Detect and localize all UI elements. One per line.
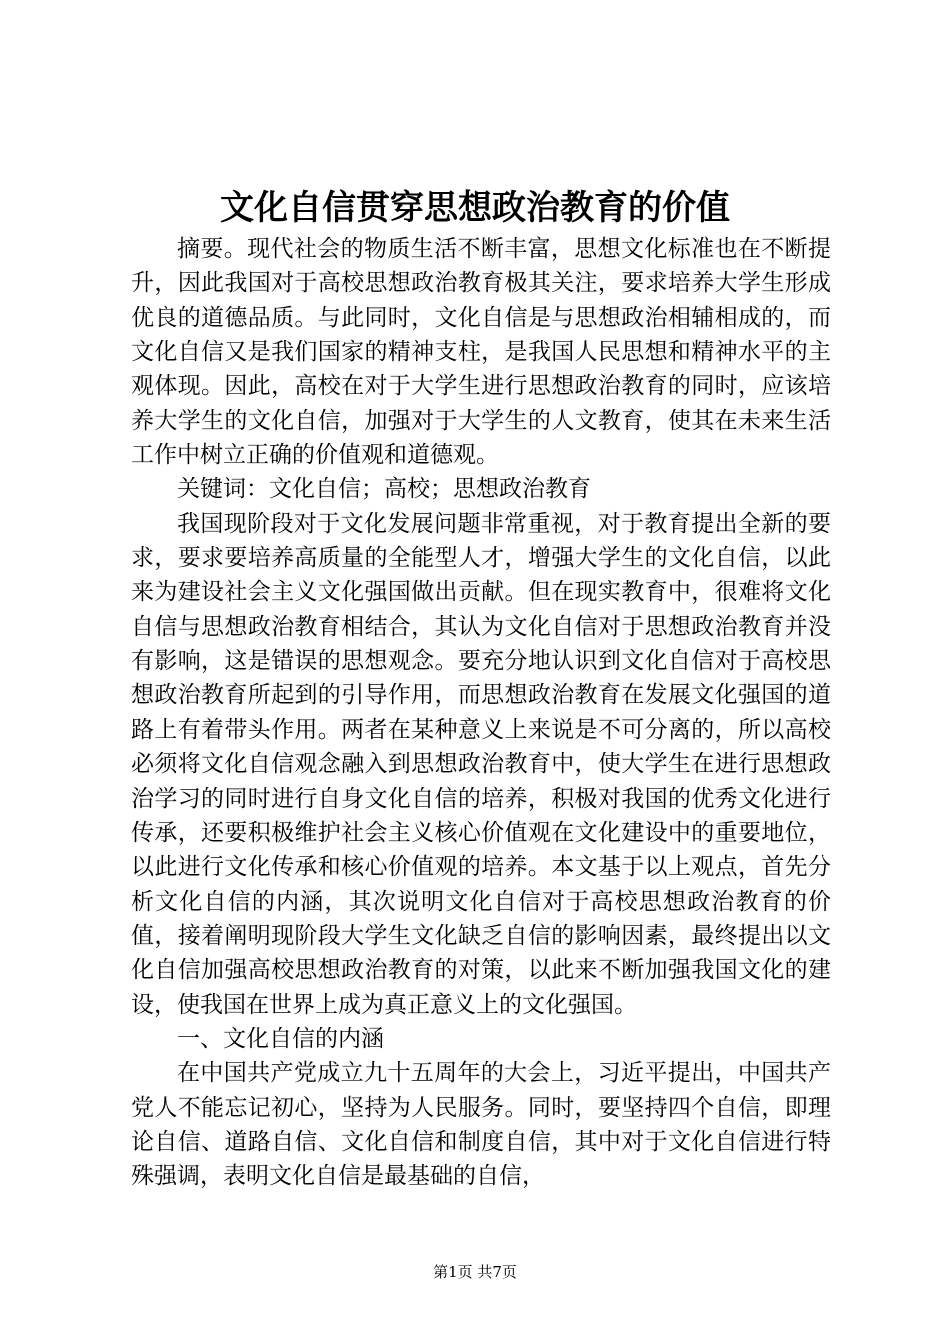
section-paragraph: 在中国共产党成立九十五周年的大会上，习近平提出，中国共产党人不能忘记初心，坚持为人民服务。同时，要坚持四个自信，即理论自信、道路自信、文化自信和制度自信，其中对于文化自信进行特殊强调，表明文化自信是最基础的自信， — [131, 1060, 831, 1190]
keywords-paragraph: 关键词：文化自信；高校；思想政治教育 — [177, 476, 591, 503]
document-body — [131, 232, 831, 1194]
section-heading: 一、文化自信的内涵 — [177, 1025, 384, 1052]
page-number-footer: 第1页 共7页 — [433, 1263, 517, 1281]
introduction-paragraph: 我国现阶段对于文化发展问题非常重视，对于教育提出全新的要求，要求要培养高质量的全能型人才，增强大学生的文化自信，以此来为建设社会主义文化强国做出贡献。但在现实教育中，很难将文化自信与思想政治教育相结合，其认为文化自信对于思想政治教育并没有影响，这是错误的思想观念。要充分地认识到文化自信对于高校思想政治教育所起到的引导作用，而思想政治教育在发展文化强国的道路上有着带头作用。两者在某种意义上来说是不可分离的，所以高校必须将文化自信观念融入到思想政治教育中，使大学生在进行思想政治学习的同时进行自身文化自信的培养，积极对我国的优秀文化进行传承，还要积极维护社会主义核心价值观在文化建设中的重要地位，以此进行文化传承和核心价值观的培养。本文基于以上观点，首先分析文化自信的内涵，其次说明文化自信对于高校思想政治教育的价值，接着阐明现阶段大学生文化缺乏自信的影响因素，最终提出以文化自信加强高校思想政治教育的对策，以此来不断加强我国文化的建设，使我国在世界上成为真正意义上的文化强国。 — [131, 510, 831, 1018]
document-title: 文化自信贯穿思想政治教育的价值 — [220, 188, 730, 228]
abstract-paragraph: 摘要。现代社会的物质生活不断丰富，思想文化标准也在不断提升，因此我国对于高校思想政治教育极其关注，要求培养大学生形成优良的道德品质。与此同时，文化自信是与思想政治相辅相成的，而文化自信又是我们国家的精神支柱，是我国人民思想和精神水平的主观体现。因此，高校在对于大学生进行思想政治教育的同时，应该培养大学生的文化自信，加强对于大学生的人文教育，使其在未来生活工作中树立正确的价值观和道德观。 — [131, 236, 831, 469]
